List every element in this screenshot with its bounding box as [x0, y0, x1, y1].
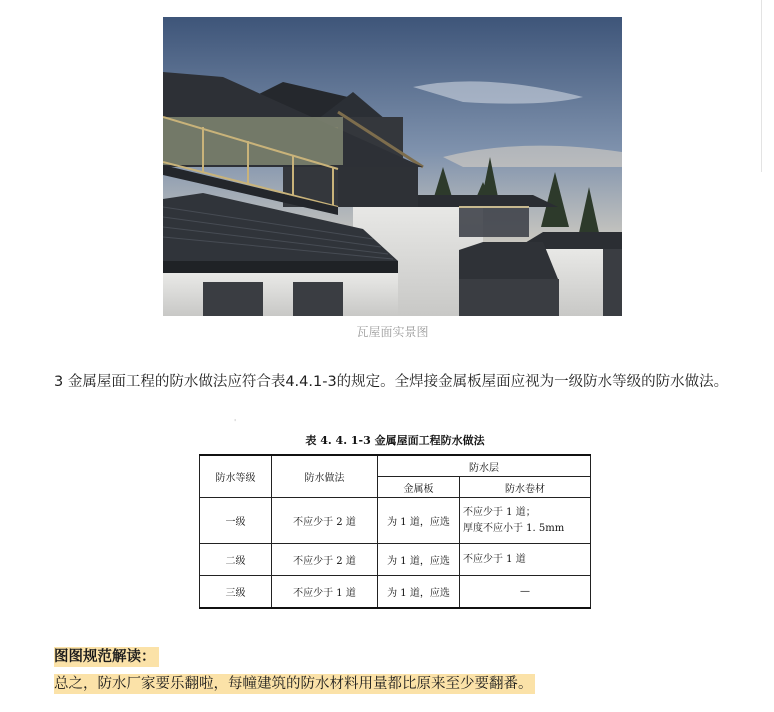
- cell-method: 不应少于 1 道: [272, 576, 378, 608]
- clause-paragraph: 3 金属屋面工程的防水做法应符合表4.4.1-3的规定。全焊接金属板屋面应视为一级防水等级的防水做法。: [54, 374, 729, 390]
- cell-method: 不应少于 2 道: [272, 498, 378, 544]
- waterproofing-table: [199, 454, 591, 609]
- table-row: [200, 576, 591, 608]
- stray-mark: ': [234, 418, 237, 427]
- header-layer: 防水层: [378, 455, 591, 477]
- cell-grade: 三级: [200, 576, 272, 608]
- table-title: 表 4. 4. 1-3 金属屋面工程防水做法: [305, 434, 485, 447]
- cell-grade: 二级: [200, 544, 272, 576]
- cell-grade: 一级: [200, 498, 272, 544]
- cell-membrane-line-2: 厚度不应小于 1. 5mm: [463, 522, 565, 534]
- cell-metal: 为 1 道，应选: [378, 544, 460, 576]
- roof-photo: [163, 17, 622, 316]
- roof-photo-scene: [163, 17, 622, 316]
- interpretation-title: 图图规范解读：: [54, 647, 159, 667]
- scrollbar-edge: [761, 0, 762, 172]
- cell-membrane: 不应少于 1 道: [460, 544, 591, 576]
- table-row: [200, 498, 591, 544]
- header-metal: 金属板: [378, 477, 460, 498]
- cell-membrane: [460, 498, 591, 544]
- header-membrane: 防水卷材: [460, 477, 591, 498]
- cell-membrane: —: [460, 576, 591, 608]
- cell-method: 不应少于 2 道: [272, 544, 378, 576]
- cell-metal: 为 1 道，应选: [378, 576, 460, 608]
- interpretation-body: 总之，防水厂家要乐翻啦，每幢建筑的防水材料用量都比原来至少要翻番。: [54, 676, 533, 692]
- cell-membrane-line-1: 不应少于 1 道；: [463, 506, 536, 518]
- table-row: [200, 544, 591, 576]
- header-method: 防水做法: [272, 455, 378, 498]
- photo-caption: 瓦屋面实景图: [356, 325, 429, 339]
- header-grade: 防水等级: [200, 455, 272, 498]
- cell-metal: 为 1 道，应选: [378, 498, 460, 544]
